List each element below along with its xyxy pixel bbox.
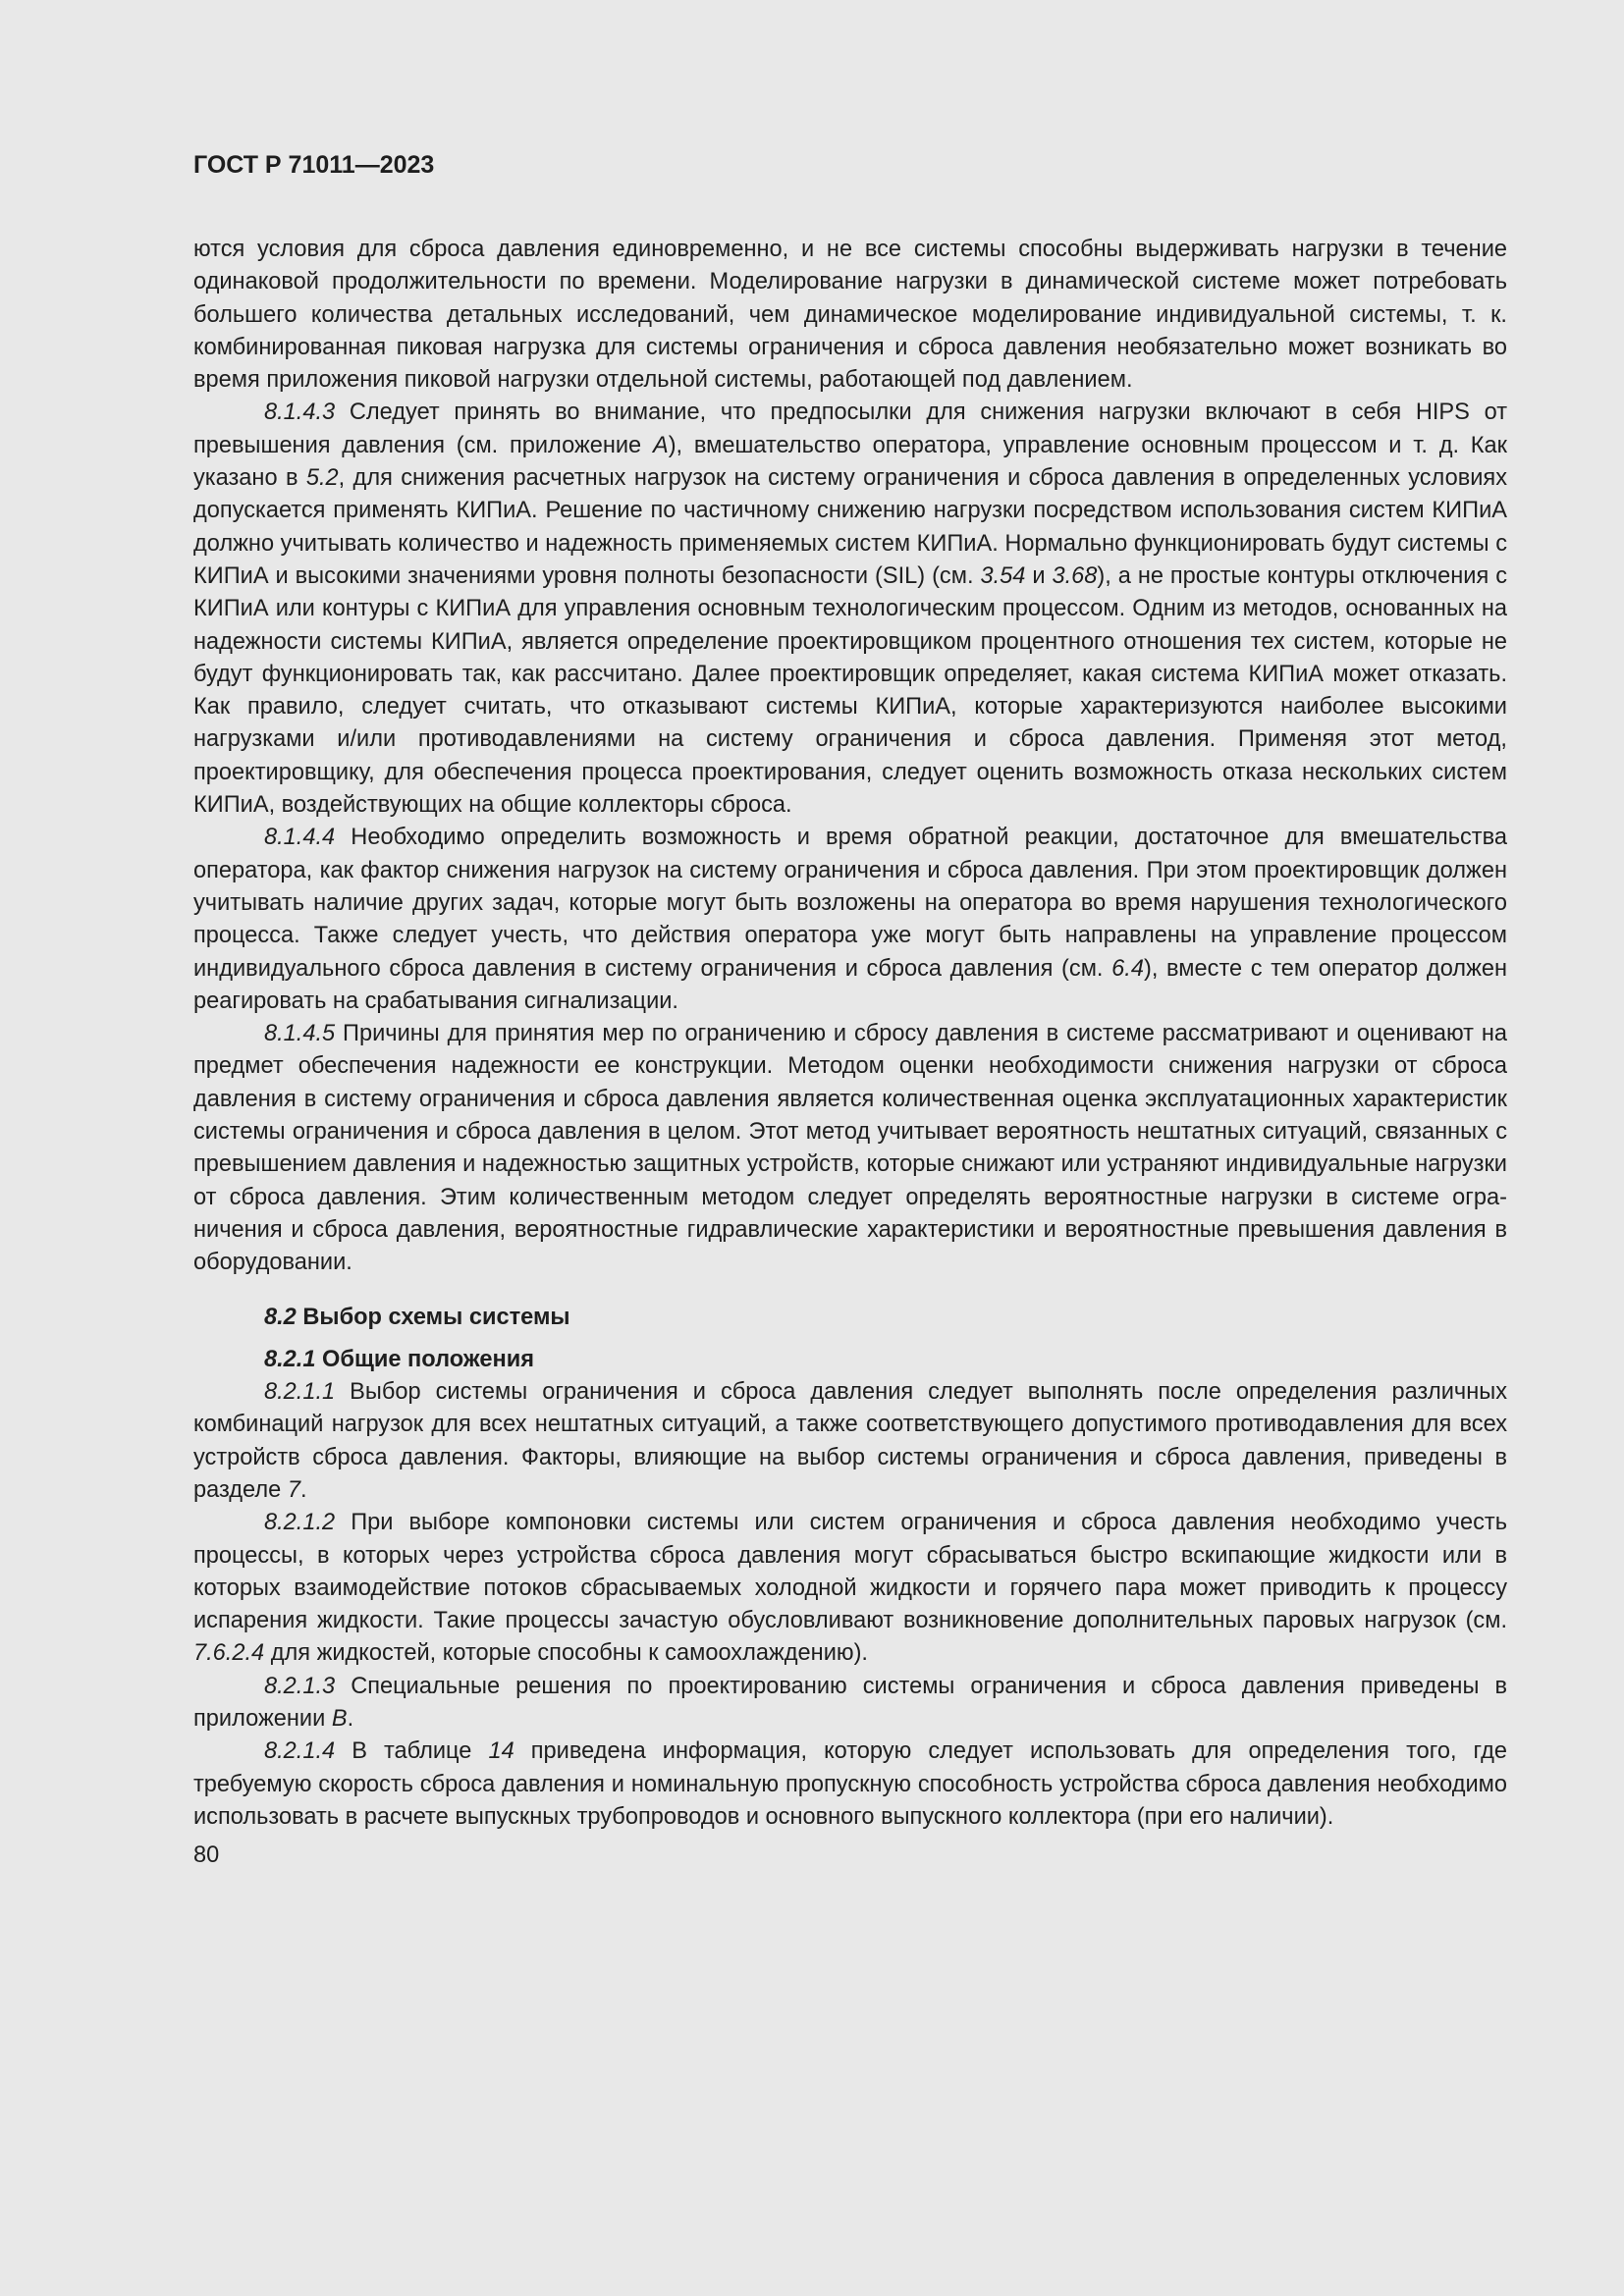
paragraph-text: ), вместе с тем оператор должен реагировать на срабатывания сигнализации. (193, 955, 1508, 1014)
continuation-paragraph (193, 234, 1507, 397)
clause-reference: 5.2 (305, 465, 339, 492)
document-body (193, 234, 1507, 1834)
section-heading-8-2 (193, 1302, 1507, 1334)
paragraph-8-2-1-1 (193, 1376, 1507, 1507)
clause-number: 8.2.1.1 (264, 1379, 336, 1406)
paragraph-8-2-1-2 (193, 1507, 1507, 1670)
paragraph-text: ются условия для сброса давления единовременно, и не все системы способны выдерживать нагрузки в течение одинаковой продолжительности по времени. Моделирование нагрузки в динамической системе может потребовать большего количества детальных исследований, чем динамическое моделирование индивидуальной системы, т. к. комбинированная пиковая нагрузка для системы ограничения и сброса давления необязательно может возникать во время приложения пиковой нагрузки отдельной системы, работающей под давлением. (193, 237, 1507, 394)
clause-number: 8.2.1.2 (264, 1510, 336, 1536)
section-title: Общие положения (322, 1346, 534, 1372)
clause-number: 8.1.4.3 (264, 400, 336, 426)
paragraph-8-2-1-4 (193, 1735, 1507, 1834)
section-title: Выбор схемы системы (302, 1304, 570, 1330)
paragraph-8-2-1-3 (193, 1671, 1507, 1736)
clause-reference: 7.6.2.4 (193, 1640, 265, 1667)
paragraph-text: ), а не простые контуры отключения с КИПиА или контуры с КИПиА для управления основным технологическим процессом. Одним из методов, основанных на надежности системы КИПиА, является определение проектировщиком процентного отношения тех систем, которые не будут функционировать так, как рассчитано. Далее проектировщик определяет, какая система КИПиА может отказать. Как правило, следует считать, что отказывают системы КИПиА, которые характеризуются наиболее высокими нагрузками и/или противодавлениями на систему ограничения и сброса давления. Применяя этот метод, проектировщику, для обеспечения процесса проектирования, следует оценить возможность отказа нескольких систем КИПиА, воздействующих на общие коллекторы сброса. (193, 562, 1508, 819)
paragraph-8-1-4-4 (193, 822, 1507, 1018)
paragraph-text: Причины для принятия мер по ограничению и сбросу давления в системе рассматривают и оценивают на предмет обеспечения надежности ее конструкции. Методом оценки необходимости снижения нагрузки от сброса давления в систему ограничения и сброса давления является количественная оценка эксплуатационных характеристик системы ограничения и сброса давления в целом. Этот метод учитывает вероятность нештатных ситуаций, связанных с превышением давления и надежностью защитных устройств, которые снижают или устраняют индивидуальные нагрузки от сброса давления. Этим количественным методом следует определять вероятностные нагрузки в системе ограничения и сброса давления, вероятностные гидравлические характеристики и вероятностные превышения давления в оборудовании. (193, 1021, 1507, 1276)
document-page (193, 145, 1507, 1875)
paragraph-text: приведена информация, которую следует использовать для определения того, где требуемую скорость сброса давления и номинальную пропускную способность устройства сброса давления необходимо использовать в расчете выпускных трубопроводов и основного выпускного коллектора (при его наличии). (193, 1738, 1507, 1830)
paragraph-text: В таблице (352, 1738, 489, 1765)
clause-reference: 3.68 (1052, 562, 1098, 589)
section-number: 8.2.1 (264, 1346, 316, 1372)
paragraph-text: ), вмешательство оператора, управление основным процессом и т. д. Как указано в (193, 432, 1507, 492)
clause-number: 8.1.4.4 (264, 825, 336, 851)
paragraph-text: и (1025, 562, 1053, 589)
paragraph-text: Необходимо определить возможность и время обратной реакции, достаточное для вмешательства оператора, как фактор снижения нагрузок на систему ограничения и сброса давления. При этом проектировщик должен учитывать наличие других задач, которые могут быть возложены на оператора во время нарушения технологического процесса. Также следует учесть, что действия оператора уже могут быть направлены на управление процессом индивидуального сброса давления в систему ограничения и сброса давления (см. (193, 825, 1508, 982)
paragraph-text: . (299, 1476, 307, 1503)
paragraph-8-1-4-3 (193, 397, 1507, 822)
clause-number: 8.2.1.3 (264, 1673, 336, 1699)
paragraph-text: , для снижения расчетных нагрузок на систему ограничения и сброса давления в определенных условиях допускается применять КИПиА. Решение по частичному снижению нагрузки посредством использования систем КИПиА должно учитывать количество и надежность применяемых систем КИПиА. Нормально функционировать будут системы с КИПиА и высокими значениями уровня полноты безопасности (SIL) (см. (193, 465, 1507, 589)
clause-reference: 6.4 (1111, 955, 1144, 982)
section-heading-8-2-1 (193, 1344, 1507, 1376)
section-reference: 7 (287, 1476, 300, 1503)
paragraph-text: Специальные решения по проектированию системы ограничения и сброса давления приведены в приложении (193, 1673, 1508, 1733)
page-number: 80 (193, 1842, 220, 1869)
paragraph-text: При выборе компоновки системы или систем ограничения и сброса давления необходимо учесть процессы, в которых через устройства сброса давления могут сбрасываться быстро вскипающие жидкости или в которых взаимодействие потоков сбрасываемых холодной жидкости и горячего пара может приводить к процессу испарения жидкости. Такие процессы зачастую обусловливают возникновение дополнительных паровых нагрузок (см. (193, 1510, 1507, 1634)
paragraph-text: . (347, 1706, 354, 1733)
clause-reference: 3.54 (980, 562, 1026, 589)
annex-reference: А (652, 432, 669, 458)
document-header-title: ГОСТ Р 71011—2023 (193, 151, 435, 179)
clause-number: 8.1.4.5 (264, 1021, 336, 1047)
paragraph-8-1-4-5 (193, 1018, 1507, 1279)
paragraph-text: Следует принять во внимание, что предпосылки для снижения нагрузки включают в себя HIPS от превышения давления (см. приложение (193, 400, 1508, 458)
annex-reference: В (331, 1706, 348, 1733)
table-reference: 14 (488, 1738, 514, 1765)
paragraph-text: Выбор системы ограничения и сброса давления следует выполнять после определения различных комбинаций нагрузок для всех нештатных ситуаций, а также соответствующего допустимого противодавления для всех устройств сброса давления. Факторы, влияющие на выбор системы ограничения и сброса давления, приведены в разделе (193, 1379, 1507, 1503)
paragraph-text: для жидкостей, которые способны к самоохлаждению). (264, 1640, 868, 1667)
section-number: 8.2 (264, 1304, 297, 1330)
clause-number: 8.2.1.4 (264, 1738, 336, 1765)
